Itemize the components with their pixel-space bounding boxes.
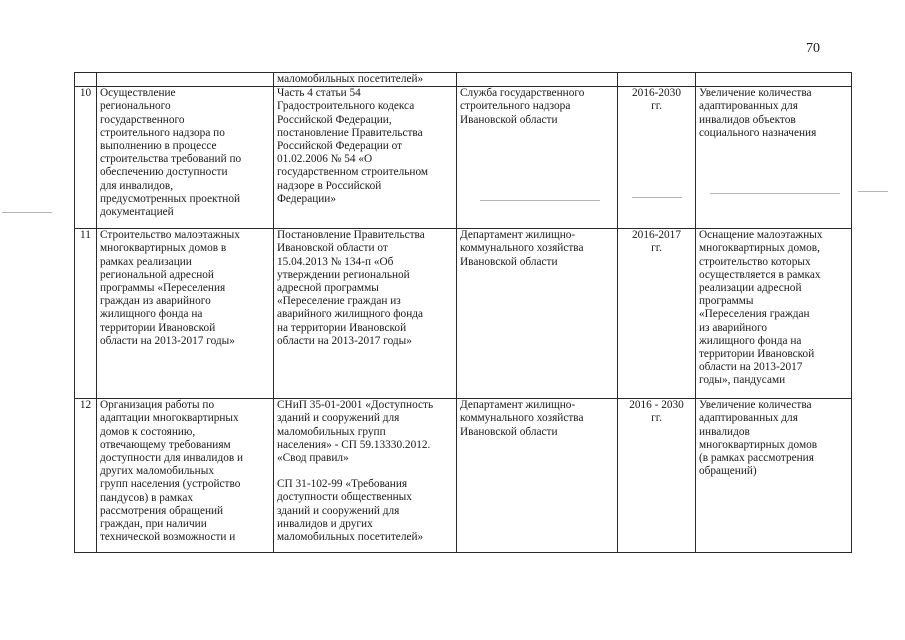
- scan-artifact: [710, 193, 840, 194]
- scan-artifact: [858, 191, 888, 192]
- page-number: 70: [806, 41, 820, 56]
- legal-basis-cell: Постановление Правительства Ивановской области от 15.04.2013 № 134-п «Об утверждении региональной адресной программы «Переселение граждан из аварийного жилищного фонда на территории Ивановской области на 2013-2017 годы»: [274, 229, 457, 399]
- cell-executor: [457, 73, 618, 87]
- table-row: [75, 87, 852, 229]
- period-cell: 2016-2017 гг.: [618, 229, 696, 399]
- executor-cell: Департамент жилищно- коммунального хозяйства Ивановской области: [457, 399, 618, 553]
- cell-basis: маломобильных посетителей»: [274, 73, 457, 87]
- period-cell: 2016 - 2030 гг.: [618, 399, 696, 553]
- result-cell: Увеличение количества адаптированных для инвалидов многоквартирных домов (в рамках рассмотрения обращений): [696, 399, 852, 553]
- executor-cell: Служба государственного строительного надзора Ивановской области: [457, 87, 618, 229]
- row-number: 11: [75, 229, 97, 399]
- measures-table: [74, 72, 852, 553]
- cell-period: [618, 73, 696, 87]
- table-row: [75, 399, 852, 553]
- cell-result: [696, 73, 852, 87]
- legal-basis-item: СНиП 35-01-2001 «Доступность зданий и сооружений для маломобильных групп населения» - СП 59.13330.2012. «Свод правил»: [277, 399, 434, 465]
- scan-artifact: [2, 212, 52, 213]
- legal-basis-cell: Часть 4 статьи 54 Градостроительного кодекса Российской Федерации, постановление Правительства Российской Федерации от 01.02.2006 № 54 «О государственном строительном надзоре в Российской Федерации»: [274, 87, 457, 229]
- result-cell: Увеличение количества адаптированных для инвалидов объектов социального назначения: [696, 87, 852, 229]
- measure-cell: Строительство малоэтажных многоквартирных домов в рамках реализации региональной адресной программы «Переселения граждан из аварийного жилищного фонда на территории Ивановской области на 2013-2017 годы»: [97, 229, 274, 399]
- row-number: 12: [75, 399, 97, 553]
- table-row-continuation: [75, 73, 852, 87]
- period-cell: 2016-2030 гг.: [618, 87, 696, 229]
- result-cell: Оснащение малоэтажных многоквартирных домов, строительство которых осуществляется в рамках реализации адресной программы «Переселения граждан из аварийного жилищного фонда на территории Ивановской области на 2013-2017 годы», пандусами: [696, 229, 852, 399]
- measure-cell: Организация работы по адаптации многоквартирных домов к состоянию, отвечающему требованиям доступности для инвалидов и других маломобильных групп населения (устройство пандусов) в рамках рассмотрения обращений граждан, при наличии технической возможности и: [97, 399, 274, 553]
- row-number: 10: [75, 87, 97, 229]
- scan-artifact: [480, 200, 600, 201]
- scan-artifact: [632, 197, 682, 198]
- legal-basis-cell: [274, 399, 457, 553]
- table-row: [75, 229, 852, 399]
- measure-cell: Осуществление регионального государственного строительного надзора по выполнению в процессе строительства требований по обеспечению доступности для инвалидов, предусмотренных проектной документацией: [97, 87, 274, 229]
- legal-basis-item: СП 31-102-99 «Требования доступности общественных зданий и сооружений для инвалидов и других маломобильных посетителей»: [277, 478, 424, 544]
- executor-cell: Департамент жилищно- коммунального хозяйства Ивановской области: [457, 229, 618, 399]
- cell-num: [75, 73, 97, 87]
- cell-measure: [97, 73, 274, 87]
